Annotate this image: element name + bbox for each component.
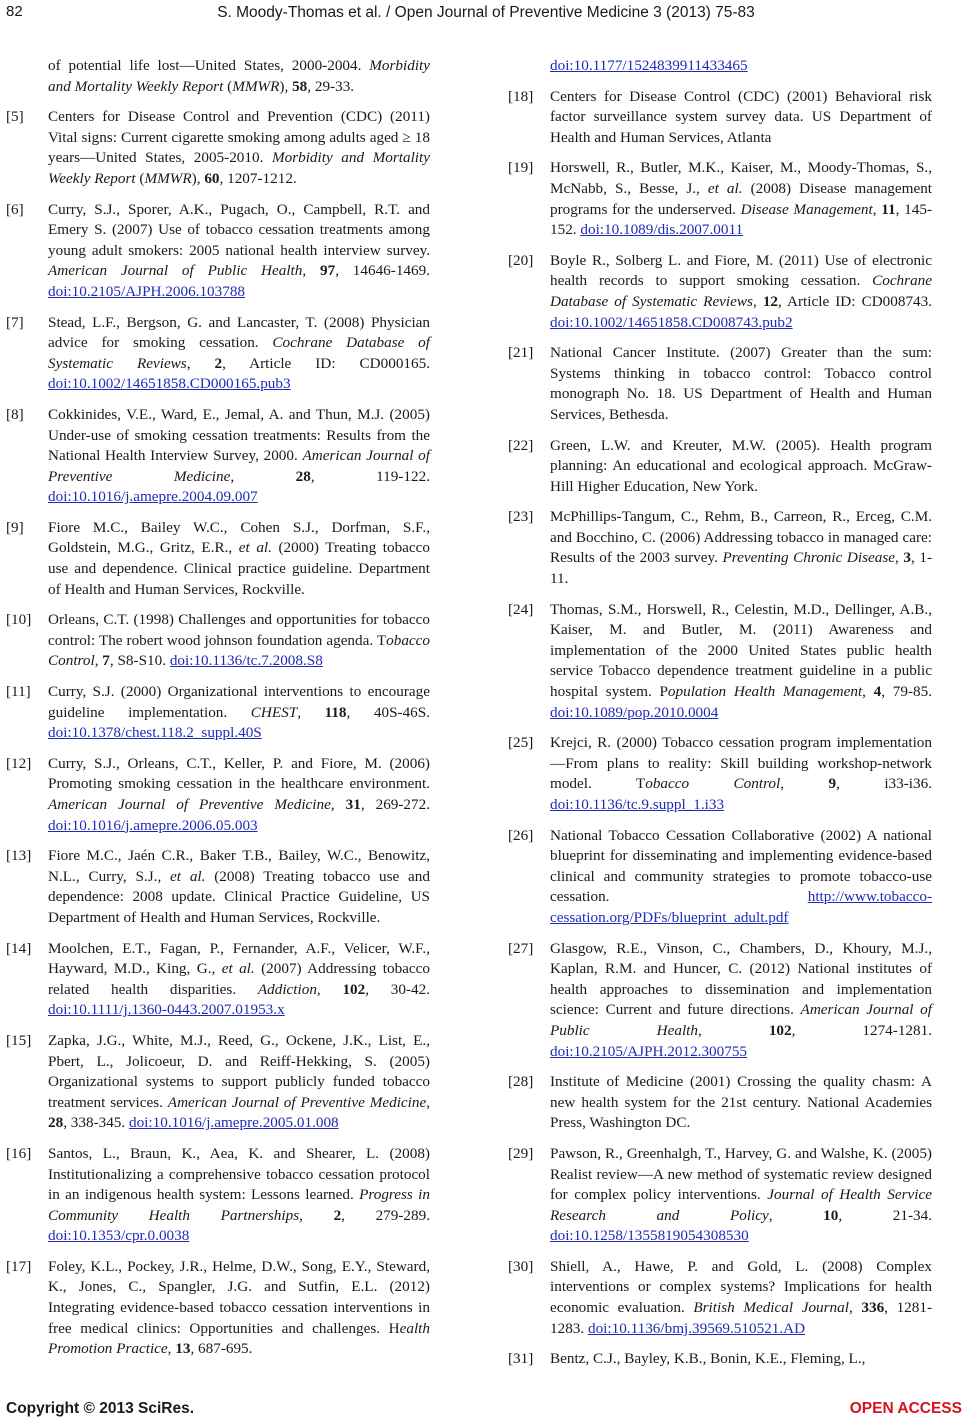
reference-text: , (297, 703, 325, 721)
volume-number: 102 (342, 980, 366, 998)
reference-text: , (230, 467, 296, 485)
doi-link[interactable]: doi:10.1089/dis.2007.0011 (580, 221, 744, 239)
reference-text: Thomas, S.M., Horswell, R., Celestin, M.D., Dellinger, A.B., Kaiser, M. and Butler, M. (2011) Awareness and implementation of the 2000 United States public health service Tobacco dependence treatment guideline in a public hospital system. P (550, 600, 932, 701)
reference-text: , Article ID: CD000165. (222, 354, 431, 372)
reference-item (508, 600, 932, 724)
reference-text: , 29-33. (307, 77, 355, 95)
journal-title: Journal of Health Service Research and Policy (550, 1186, 932, 1224)
reference-number: [16] (6, 1144, 32, 1162)
reference-item (508, 343, 932, 425)
reference-text: ( (223, 77, 233, 95)
reference-text: , (780, 775, 829, 793)
reference-text: , 21-34. (838, 1206, 932, 1224)
reference-text: ( (135, 169, 145, 187)
doi-link[interactable]: doi:10.1177/1524839911433465 (550, 57, 748, 74)
reference-text: , 1207-1212. (219, 169, 297, 187)
reference-text: Boyle R., Solberg L. and Fiore, M. (2011) Use of electronic health records to support smoking cessation. (550, 251, 932, 290)
reference-item (6, 610, 430, 672)
reference-text: , 30-42. (365, 980, 430, 998)
reference-text: , 1-11. (550, 549, 933, 588)
reference-text: Centers for Disease Control and Prevention (CDC) (2011) Vital signs: Current cigarette smoking among adults aged ≥ 18 years—United States, 2005-2010. (48, 108, 430, 167)
reference-text: Shiell, A., Hawe, P. and Gold, L. (2008) Complex interventions or complex systems? Implications for health economic evaluation. (550, 1257, 932, 1317)
volume-number: 28 (295, 467, 311, 485)
reference-text: , 14646-1469. (335, 262, 431, 280)
reference-text: , 1281-1283. (550, 1299, 933, 1337)
reference-number: [26] (508, 826, 534, 844)
reference-text: Glasgow, R.E., Vinson, C., Chambers, D., Khoury, M.J., Kaplan, R.M. and Huncer, C. (2012) National institutes of health approaches to dissemination and implementation science: Current and future directions. (550, 939, 932, 1019)
reference-item (6, 754, 430, 836)
reference-text: Cokkinides, V.E., Ward, E., Jemal, A. and Thun, M.J. (2005) Under-use of smoking cessation treatments: Results from the National Health Interview Survey, 2000. (48, 405, 430, 465)
reference-item (508, 733, 932, 815)
reference-number: [7] (6, 313, 24, 331)
volume-number: 336 (861, 1299, 885, 1317)
doi-link[interactable]: doi:10.1258/1355819054308530 (550, 1227, 749, 1245)
reference-item (508, 251, 932, 333)
reference-text: Horswell, R., Butler, M.K., Kaiser, M., Moody-Thomas, S., McNabb, S., Besse, J., (550, 159, 932, 197)
reference-text: , (752, 292, 763, 310)
journal-title: obacco Control (48, 631, 430, 670)
volume-number: 60 (204, 169, 220, 187)
reference-text: Foley, K.L., Pockey, J.R., Helme, D.W., Song, E.Y., Steward, K., Jones, C., Spangler, J.G. and Sutfin, E.L. (2012) Integrating evidence-based tobacco cessation interventions in free medical clinics: Opportunities and challenges. H (48, 1257, 430, 1337)
volume-number: 28 (48, 1114, 64, 1132)
journal-title: Morbidity and Mortality Weekly Report (48, 57, 430, 95)
references-left-column (6, 56, 430, 1370)
reference-text: , (426, 1093, 431, 1111)
doi-link[interactable]: doi:10.1136/tc.7.2008.S8 (169, 652, 323, 670)
reference-text: Bentz, C.J., Bayley, K.B., Bonin, K.E., Fleming, L., (550, 1350, 866, 1368)
reference-text: , 79-85. (881, 683, 932, 701)
reference-number: [30] (508, 1257, 534, 1275)
reference-text: McPhillips-Tangum, C., Rehm, B., Carreon, R., Erceg, C.M. and Bocchino, C. (2006) Addressing tobacco in managed care: Results of the 2003 survey. (550, 508, 932, 567)
reference-item (508, 939, 932, 1063)
reference-text: , S8-S10. (109, 652, 170, 670)
reference-item (508, 1144, 932, 1247)
reference-text: , (94, 652, 103, 670)
page-number: 82 (6, 3, 23, 20)
reference-item (6, 939, 430, 1021)
reference-number: [25] (508, 734, 534, 752)
reference-item (6, 1031, 430, 1134)
reference-number: [24] (508, 600, 534, 618)
doi-link[interactable]: doi:10.1089/pop.2010.0004 (550, 703, 719, 721)
reference-number: [14] (6, 939, 32, 957)
reference-item (6, 200, 430, 303)
doi-link[interactable]: doi:10.2105/AJPH.2006.103788 (48, 282, 246, 300)
reference-text: Green, L.W. and Kreuter, M.W. (2005). Health program planning: An educational and ecological approach. McGraw-Hill Higher Education, New York. (550, 436, 932, 495)
reference-number: [5] (6, 108, 24, 126)
doi-link[interactable]: doi:10.1002/14651858.CD008743.pub2 (550, 313, 793, 331)
reference-text: , i33-i36. (836, 775, 932, 793)
reference-text: , 1274-1281. (791, 1021, 933, 1039)
journal-title: CHEST (250, 703, 298, 721)
reference-text: , (698, 1021, 769, 1039)
reference-text: Stead, L.F., Bergson, G. and Lancaster, T. (2008) Physician advice for smoking cessation. (48, 313, 430, 352)
journal-title: British Medical Journal (693, 1299, 849, 1317)
reference-text: ), (191, 169, 205, 187)
reference-item (508, 507, 932, 589)
journal-title: American Journal of Preventive Medicine (48, 796, 331, 813)
journal-title: Disease Management (740, 200, 873, 218)
volume-number: 31 (345, 796, 361, 813)
reference-number: [28] (508, 1073, 534, 1091)
journal-title: American Journal of Preventive Medicine (167, 1093, 427, 1111)
reference-text: Zapka, J.G., White, M.J., Reed, G., Ockene, J.K., List, E., Pbert, L., Jolicoeur, D. and Reiff-Hekking, S. (2005) Organizational systems to support publicly funded tobacco treatment services. (48, 1031, 430, 1111)
reference-item (508, 87, 932, 149)
volume-number: 118 (324, 703, 347, 721)
reference-text: , (302, 262, 320, 280)
reference-text: , 269-272. (360, 796, 431, 813)
reference-text: , 279-289. (341, 1206, 431, 1224)
reference-text: , (299, 1206, 334, 1224)
reference-text: Fiore M.C., Bailey W.C., Cohen S.J., Dorfman, S.F., Goldstein, M.G., Gritz, E.R., (48, 518, 430, 557)
reference-text: , Article ID: CD008743. (778, 292, 933, 310)
reference-text: , (848, 1299, 862, 1317)
reference-text: (2008) Treating tobacco use and dependence: 2008 update. Clinical Practice Guideline, US Department of Health and Human Services, Rockville. (48, 867, 430, 926)
reference-number: [22] (508, 436, 534, 454)
volume-number: 2 (333, 1206, 342, 1224)
reference-text: of potential life lost—United States, 2000-2004. (48, 57, 370, 74)
reference-text: Curry, S.J., Sporer, A.K., Pugach, O., Campbell, R.T. and Emery S. (2007) Use of tobacco cessation treatments among young adult smokers: 2005 national health interview survey. (48, 200, 430, 259)
reference-text: , (768, 1206, 824, 1224)
reference-text: , (316, 980, 343, 998)
journal-title: American Journal of Public Health (550, 1001, 932, 1039)
reference-text: , 687-695. (190, 1340, 253, 1358)
reference-item (6, 846, 430, 928)
reference-text: Moolchen, E.T., Fagan, P., Fernander, A.F., Velicer, W.F., Hayward, M.D., King, G., (48, 939, 430, 978)
reference-text: Centers for Disease Control (CDC) (2001) Behavioral risk factor surveillance system survey data. US Department of Health and Human Services, Atlanta (550, 87, 932, 146)
reference-item (6, 518, 430, 600)
journal-title: obacco Control (645, 775, 781, 793)
volume-number: 11 (881, 200, 896, 218)
reference-number: [23] (508, 508, 534, 526)
volume-number: 2 (214, 354, 223, 372)
journal-title: MMWR (144, 169, 192, 187)
reference-item (508, 1072, 932, 1134)
reference-text: , 145-152. (550, 200, 933, 239)
reference-item (508, 158, 932, 240)
journal-title: Addiction (257, 980, 317, 998)
volume-number: 9 (828, 775, 837, 793)
reference-text: , (872, 200, 882, 218)
reference-text: (2008) Disease management programs for the underserved. (550, 179, 933, 218)
reference-item (6, 1257, 430, 1360)
reference-text: , 119-122. (310, 467, 430, 485)
reference-text: National Tobacco Cessation Collaborative (2002) A national blueprint for disseminating and implementing evidence-based clinical and community strategies to promote tobacco-use cessation. (550, 826, 932, 906)
journal-title: et al. (707, 179, 743, 197)
doi-link[interactable]: doi:10.1378/chest.118.2_suppl.40S (48, 724, 262, 742)
journal-title: Morbidity and Mortality Weekly Report (48, 149, 430, 187)
reference-text: Krejci, R. (2000) Tobacco cessation program implementation—From plans to reality: Skill building workshop-network model. T (550, 734, 932, 793)
volume-number: 3 (903, 549, 911, 567)
volume-number: 7 (102, 652, 110, 670)
reference-text: Pawson, R., Greenhalgh, T., Harvey, G. and Walshe, K. (2005) Realist review—A new method of systematic review designed for complex policy interventions. (550, 1144, 932, 1204)
doi-link[interactable]: doi:10.1002/14651858.CD000165.pub3 (48, 375, 291, 393)
reference-item (508, 56, 932, 77)
reference-text: Fiore M.C., Jaén C.R., Baker T.B., Bailey, W.C., Benowitz, N.L., Curry, S.J., (48, 847, 430, 885)
volume-number: 13 (175, 1340, 191, 1358)
reference-text: Curry, S.J., Orleans, C.T., Keller, P. and Fiore, M. (2006) Promoting smoking cessation in the healthcare environment. (48, 754, 430, 793)
reference-text: Orleans, C.T. (1998) Challenges and opportunities for tobacco control: The robert wood johnson foundation agenda. T (48, 611, 430, 649)
reference-text: , (330, 796, 346, 813)
reference-item (6, 682, 430, 744)
reference-text: National Cancer Institute. (2007) Greater than the sum: Systems thinking in tobacco control: Tobacco control monograph No. 18. US Department of Health and Human Services, Bethesda. (550, 344, 932, 423)
reference-number: [11] (6, 683, 31, 701)
reference-item (6, 405, 430, 508)
reference-text: (2007) Addressing tobacco related health disparities. (48, 960, 430, 998)
volume-number: 58 (292, 77, 308, 95)
journal-title: Progress in Community Health Partnerships (48, 1186, 430, 1224)
doi-link[interactable]: doi:10.1016/j.amepre.2005.01.008 (129, 1114, 339, 1132)
volume-number: 4 (873, 683, 882, 701)
reference-text: Curry, S.J. (2000) Organizational interventions to encourage guideline implementation. (48, 683, 430, 721)
reference-number: [8] (6, 405, 24, 423)
doi-link[interactable]: doi:10.1111/j.1360-0443.2007.01953.x (48, 1001, 285, 1019)
reference-number: [20] (508, 251, 534, 269)
running-title: S. Moody-Thomas et al. / Open Journal of Preventive Medicine 3 (2013) 75-83 (217, 4, 755, 21)
volume-number: 10 (823, 1206, 839, 1224)
volume-number: 12 (762, 292, 778, 310)
reference-text: , (167, 1340, 176, 1358)
reference-text: , (186, 354, 215, 372)
volume-number: 102 (768, 1021, 792, 1039)
open-access-badge: OPEN ACCESS (849, 1400, 962, 1417)
doi-link[interactable]: doi:10.1016/j.amepre.2006.05.003 (48, 816, 258, 834)
reference-text: , 338-345. (63, 1114, 129, 1132)
reference-text: (2000) Treating tobacco use and dependence. Clinical practice guideline. Department of Health and Human Services, Rockville. (48, 539, 430, 598)
doi-link[interactable]: doi:10.1136/tc.9.suppl_1.i33 (550, 796, 725, 813)
copyright-footer: Copyright © 2013 SciRes. (6, 1400, 195, 1417)
reference-number: [10] (6, 611, 32, 629)
reference-text: Institute of Medicine (2001) Crossing the quality chasm: A new health system for the 21st century. National Academies Press, Washington DC. (550, 1073, 932, 1132)
reference-item (508, 1257, 932, 1339)
doi-link[interactable]: http://www.tobacco-cessation.org/PDFs/blueprint_adult.pdf (550, 888, 932, 926)
reference-text: , (862, 683, 874, 701)
volume-number: 97 (320, 262, 336, 280)
doi-link[interactable]: doi:10.1136/bmj.39569.510521.AD (587, 1319, 806, 1337)
reference-text: , 40S-46S. (346, 703, 431, 721)
reference-text: Santos, L., Braun, K., Aea, K. and Shearer, L. (2008) Institutionalizing a comprehensive tobacco cessation protocol in an indigenous health system: Lessons learned. (48, 1144, 430, 1204)
reference-item (508, 826, 932, 929)
journal-title: opulation Health Management (667, 683, 863, 701)
reference-number: [21] (508, 344, 534, 362)
journal-title: ealth Promotion Practice (48, 1319, 430, 1358)
reference-number: [15] (6, 1031, 32, 1049)
journal-title: et al. (238, 539, 272, 557)
journal-title: Cochrane Database of Systematic Reviews (550, 272, 932, 310)
journal-title: American Journal of Preventive Medicine (48, 447, 430, 485)
reference-item (6, 313, 430, 395)
doi-link[interactable]: doi:10.1353/cpr.0.0038 (48, 1227, 190, 1245)
journal-title: Cochrane Database of Systematic Reviews (48, 334, 430, 372)
reference-item (508, 1349, 932, 1370)
reference-number: [6] (6, 200, 24, 218)
reference-number: [12] (6, 754, 32, 772)
reference-number: [29] (508, 1144, 534, 1162)
journal-title: et al. (221, 960, 255, 978)
references-right-column (508, 56, 932, 1380)
reference-item (508, 436, 932, 498)
reference-item (6, 107, 430, 189)
reference-text: , (895, 549, 904, 567)
reference-number: [27] (508, 939, 534, 957)
doi-link[interactable]: doi:10.1016/j.amepre.2004.09.007 (48, 488, 258, 506)
reference-item (6, 1144, 430, 1247)
reference-number: [19] (508, 159, 534, 177)
doi-link[interactable]: doi:10.2105/AJPH.2012.300755 (550, 1042, 748, 1060)
reference-number: [18] (508, 87, 534, 105)
journal-title: MMWR (232, 77, 280, 95)
reference-number: [31] (508, 1350, 534, 1368)
reference-number: [13] (6, 847, 32, 865)
journal-title: et al. (170, 867, 206, 885)
reference-text: ), (279, 77, 293, 95)
journal-title: Preventing Chronic Disease (722, 549, 896, 567)
journal-title: American Journal of Public Health (48, 262, 303, 280)
reference-item (6, 56, 430, 97)
reference-number: [17] (6, 1257, 32, 1275)
reference-number: [9] (6, 518, 24, 536)
